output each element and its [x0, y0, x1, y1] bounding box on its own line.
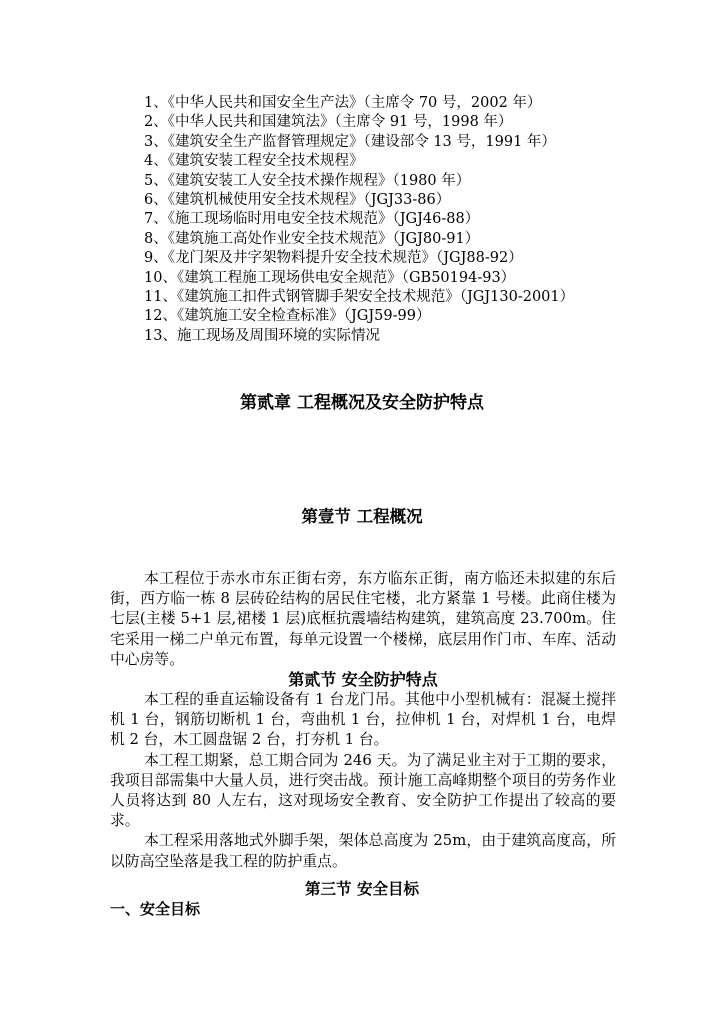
- reference-item: 6、《建筑机械使用安全技术规程》（JGJ33-86）: [144, 192, 451, 209]
- reference-item: 2、《中华人民共和国建筑法》（主席令 91 号，1998 年）: [144, 114, 513, 131]
- reference-item: 7、《施工现场临时用电安全技术规范》（JGJ46-88）: [144, 211, 480, 228]
- reference-item: 8、《建筑施工高处作业安全技术规范》（JGJ80-91）: [144, 230, 480, 247]
- overview-paragraph: 本工程位于赤水市东正街右旁，东方临东正街，南方临还未拟建的东后街，西方临一栋 8 层砖砼结构的居民住宅楼，北方紧靠 1 号楼。此商住楼为七层(主楼 5+1 层,裙楼 1 层)底框抗震墙结构建筑，建筑高度 23.700m。住宅采用一梯二户单元布置，每单元设置一个楼梯，底层用作门市、车库、活动中心房等。: [110, 570, 616, 668]
- section-body: [110, 569, 616, 872]
- section-title-overview: 第壹节 工程概况: [301, 507, 423, 526]
- section-title-safety-features: 第贰节 安全防护特点: [288, 670, 438, 690]
- reference-item: 4、《建筑安装工程安全技术规程》: [144, 153, 364, 170]
- chapter-title: 第贰章 工程概况及安全防护特点: [240, 393, 484, 413]
- reference-item: 11、《建筑施工扣件式钢管脚手架安全技术规范》（JGJ130-2001）: [144, 289, 575, 306]
- reference-item: 13、施工现场及周围环境的实际情况: [144, 327, 380, 344]
- reference-item: 10、《建筑工程施工现场供电安全规范》（GB50194-93）: [144, 269, 516, 286]
- reference-item: 5、《建筑安装工人安全技术操作规程》（1980 年）: [144, 172, 471, 189]
- subheading-safety-goals: 一、安全目标: [110, 900, 201, 918]
- reference-list: [110, 94, 620, 346]
- reference-item: 3、《建筑安全生产监督管理规定》（建设部令 13 号，1991 年）: [144, 133, 556, 150]
- reference-item: 12、《建筑施工安全检查标准》（JGJ59-99）: [144, 308, 431, 325]
- safety-paragraph: 本工程的垂直运输设备有 1 台龙门吊。其他中小型机械有：混凝土搅拌机 1 台，钢筋切断机 1 台，弯曲机 1 台，拉伸机 1 台，对焊机 1 台，电焊机 2 台，木工圆盘锯 2 台，打夯机 1 台。: [110, 691, 616, 749]
- reference-item: 9、《龙门架及井字架物料提升安全技术规范》（JGJ88-92）: [144, 250, 523, 267]
- reference-item: 1、《中华人民共和国安全生产法》（主席令 70 号，2002 年）: [144, 95, 542, 111]
- safety-paragraph: 本工程采用落地式外脚手架，架体总高度为 25m，由于建筑高度高，所以防高空坠落是我工程的防护重点。: [110, 832, 616, 870]
- section-title-safety-goals: 第三节 安全目标: [305, 879, 419, 898]
- safety-paragraph: 本工程工期紧，总工期合同为 246 天。为了满足业主对于工期的要求，我项目部需集中大量人员，进行突击战。预计施工高峰期整个项目的劳务作业人员将达到 80 人左右，这对现场安全教育、安全防护工作提出了较高的要求。: [110, 751, 616, 830]
